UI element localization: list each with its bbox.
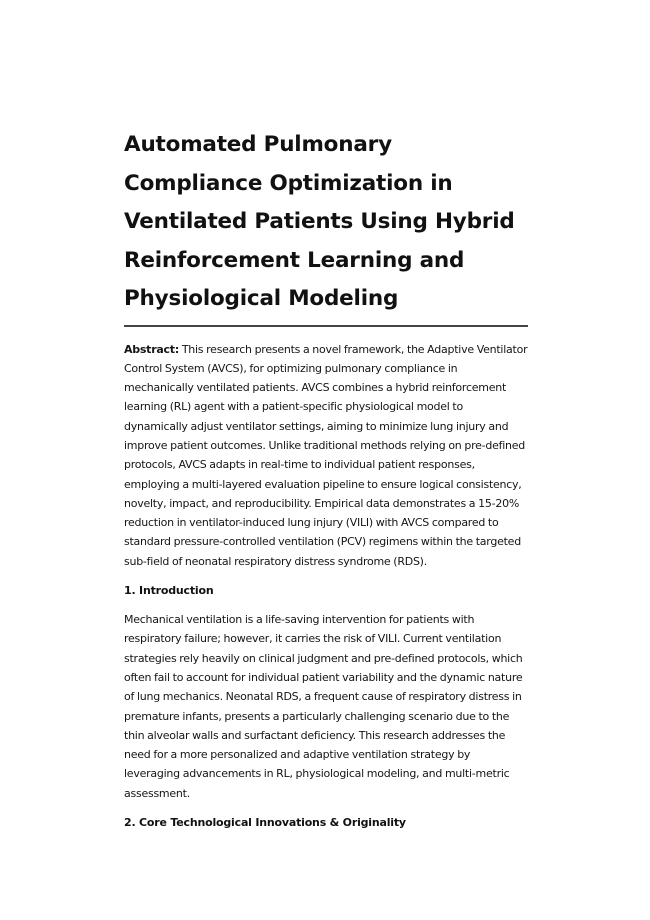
paper-page bbox=[124, 126, 528, 842]
paper-title: Automated Pulmonary Compliance Optimization in Ventilated Patients Using Hybrid Reinforcement Learning and Physiological Modeling bbox=[124, 132, 515, 311]
section-heading-core-innovations: 2. Core Technological Innovations & Originality bbox=[124, 816, 406, 830]
abstract-label: Abstract: bbox=[124, 342, 179, 356]
introduction-paragraph: Mechanical ventilation is a life-saving intervention for patients with respiratory failure; however, it carries the risk of VILI. Current ventilation strategies rely heavily on clinical judgment and pre-defined protocols, which often fail to account for individual patient variability and the dynamic nature of lung mechanics. Neonatal RDS, a frequent cause of respiratory distress in premature infants, presents a particularly challenging scenario due to the thin alveolar walls and surfactant deficiency. This research addresses the need for a more personalized and adaptive ventilation strategy by leveraging advancements in RL, physiological modeling, and multi-metric assessment. bbox=[124, 613, 523, 800]
abstract-text: This research presents a novel framework, the Adaptive Ventilator Control System (AVCS), for optimizing pulmonary compliance in mechanically ventilated patients. AVCS combines a hybrid reinforcement learning (RL) agent with a patient-specific physiological model to dynamically adjust ventilator settings, aiming to minimize lung injury and improve patient outcomes. Unlike traditional methods relying on pre-defined protocols, AVCS adapts in real-time to individual patient responses, employing a multi-layered evaluation pipeline to ensure logical consistency, novelty, impact, and reproducibility. Empirical data demonstrates a 15-20% reduction in ventilator-induced lung injury (VILI) with AVCS compared to standard pressure-controlled ventilation (PCV) regimens within the targeted sub-field of neonatal respiratory distress syndrome (RDS). bbox=[124, 342, 528, 568]
title-divider bbox=[124, 325, 528, 327]
abstract-paragraph bbox=[124, 340, 528, 572]
section-heading-introduction: 1. Introduction bbox=[124, 584, 214, 598]
